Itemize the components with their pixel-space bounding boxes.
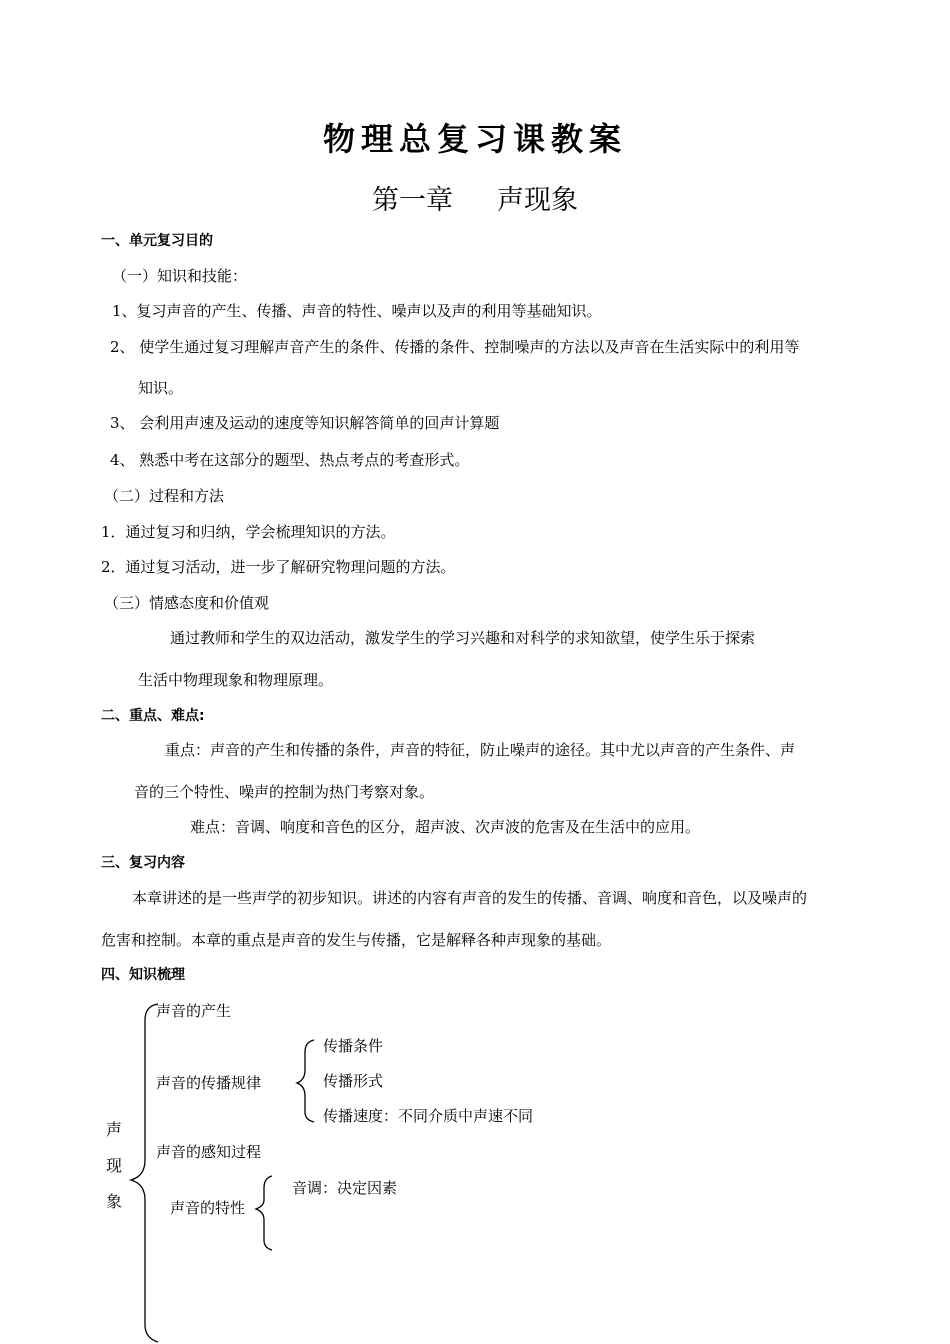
subheading-attitude-values: （三）情感态度和价值观 [104,594,270,612]
paragraph-line: 生活中物理现象和物理原理。 [138,671,334,689]
branch-propagation: 声音的传播规律 [156,1074,262,1092]
paragraph-line: 通过教师和学生的双边活动，激发学生的学习兴趣和对科学的求知欲望，使学生乐于探索 [170,629,756,647]
propagation-item: 传播速度：不同介质中声速不同 [323,1107,534,1125]
list-item: 2．通过复习活动，进一步了解研究物理问题的方法。 [101,558,456,576]
paragraph-line: 音的三个特性、噪声的控制为热门考察对象。 [134,783,435,801]
list-item: 1．通过复习和归纳，学会梳理知识的方法。 [101,523,396,541]
root-char: 现 [106,1156,123,1175]
section-heading-knowledge-map: 四、知识梳理 [101,967,185,983]
chapter-name: 声现象 [497,185,578,216]
root-char: 象 [106,1192,123,1211]
propagation-item: 传播形式 [323,1072,384,1090]
characteristics-item: 音调：决定因素 [292,1179,398,1197]
list-item: 3、 会利用声速及运动的速度等知识解答简单的回声计算题 [110,414,500,432]
root-char: 声 [106,1120,123,1139]
chapter-number: 第一章 [372,185,453,216]
paragraph-line: 危害和控制。本章的重点是声音的发生与传播，它是解释各种声现象的基础。 [101,931,612,949]
branch-characteristics: 声音的特性 [170,1199,246,1217]
characteristics-brace [256,1176,272,1250]
branch-perception: 声音的感知过程 [156,1143,262,1161]
subheading-knowledge-skills: （一）知识和技能： [112,267,248,285]
main-brace [131,1004,158,1342]
list-item: 2、 使学生通过复习理解声音产生的条件、传播的条件、控制噪声的方法以及声音在生活实际中的利用等 [110,338,800,356]
paragraph-line: 重点：声音的产生和传播的条件，声音的特征，防止噪声的途径。其中尤以声音的产生条件、声 [165,741,796,759]
list-item: 4、 熟悉中考在这部分的题型、热点考点的考查形式。 [110,451,470,469]
list-item: 1、复习声音的产生、传播、声音的特性、噪声以及声的利用等基础知识。 [112,302,602,320]
section-heading-objectives: 一、单元复习目的 [101,233,213,249]
section-heading-review-content: 三、复习内容 [101,855,185,871]
list-item-continuation: 知识。 [138,379,184,397]
section-heading-key-points: 二、重点、难点: [101,708,205,724]
propagation-brace [297,1040,314,1122]
subheading-process-method: （二）过程和方法 [104,487,225,505]
paragraph-line: 本章讲述的是一些声学的初步知识。讲述的内容有声音的发生的传播、音调、响度和音色，以及噪声的 [132,889,808,907]
branch-production: 声音的产生 [156,1002,232,1020]
propagation-item: 传播条件 [323,1037,384,1055]
paragraph-line: 难点：音调、响度和音色的区分，超声波、次声波的危害及在生活中的应用。 [190,818,701,836]
document-title: 物理总复习课教案 [322,120,627,158]
